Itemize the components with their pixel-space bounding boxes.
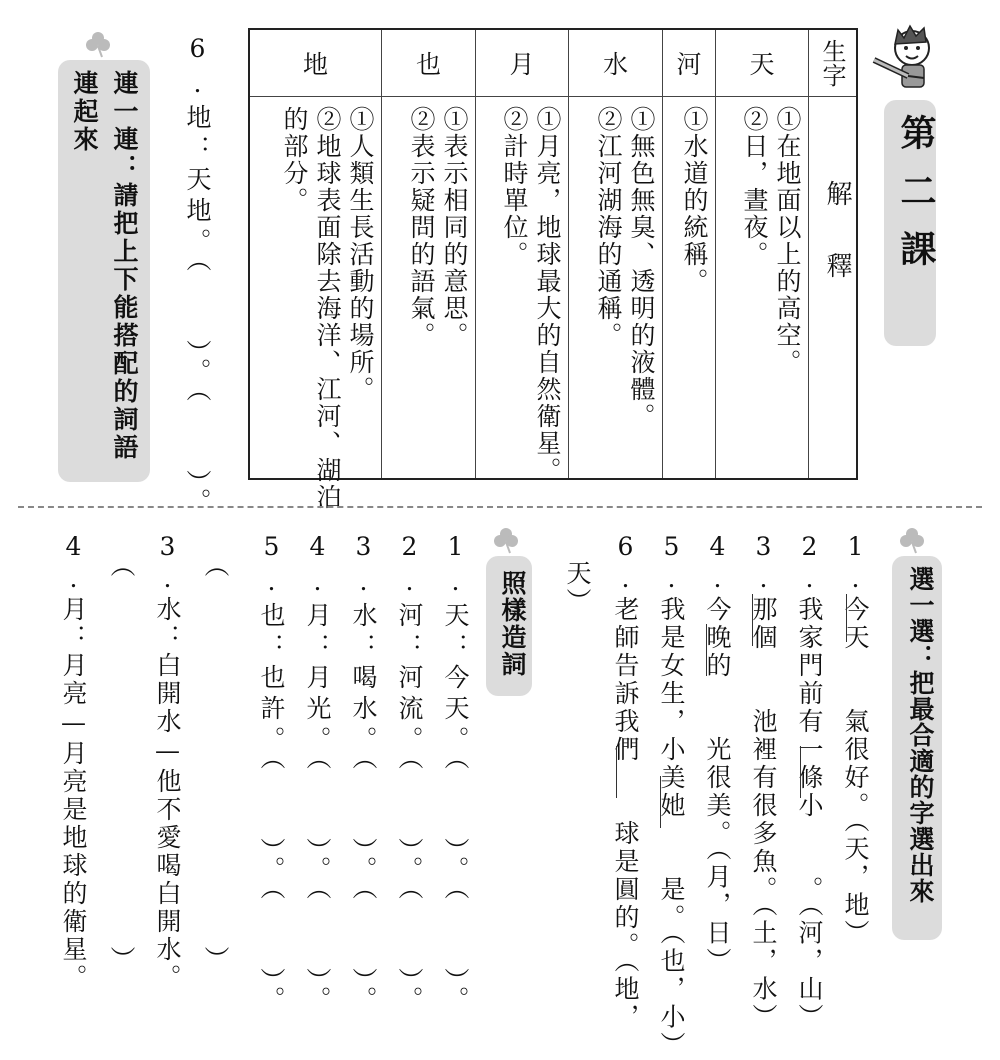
close-paren: ）	[107, 946, 136, 974]
choose-item-1: 1.今天 氣很好。（天，地）	[841, 532, 870, 948]
answer-blank	[706, 624, 707, 676]
vocab-def: ①無色無臭、透明的液體。	[627, 106, 656, 430]
match-item-3: 3.水：白開水—他不愛喝白開水。	[153, 532, 182, 992]
example-item-6: 6.地：天地。（ ）。（ ）。	[183, 34, 212, 519]
example-item-3: 3.水：喝水。（ ）。（ ）。	[349, 532, 378, 1017]
answer-blank	[752, 594, 753, 646]
vocab-def: ②地球表面除去海洋、江河、湖泊	[313, 106, 342, 511]
example-item-4: 4.月：月光。（ ）。（ ）。	[303, 532, 332, 1017]
vocab-char: 河	[663, 30, 715, 97]
open-paren: （	[201, 552, 230, 580]
choose-section-badge	[892, 556, 942, 940]
choose-item-2: 2.我家門前有一條小 。（河，山）	[795, 532, 824, 1032]
vocab-def: ①水道的統稱。	[680, 106, 709, 295]
vocab-column-tian	[715, 30, 808, 478]
vocab-definitions	[250, 106, 381, 511]
vocab-def: ②江河湖海的通稱。	[594, 106, 623, 349]
close-paren: ）	[201, 946, 230, 974]
vocab-definitions	[476, 106, 568, 484]
choose-item-3: 3.那個 池裡有很多魚。（土，水）	[749, 532, 778, 1032]
vocab-def: ①人類生長活動的場所。	[346, 106, 375, 403]
example-item-1: 1.天：今天。（ ）。（ ）。	[441, 532, 470, 1017]
choose-item-6-cont: 天）	[563, 560, 592, 616]
vocab-char: 水	[569, 30, 662, 97]
example-item-5: 5.也：也許。（ ）。（ ）。	[257, 532, 286, 1017]
example-section-badge	[486, 556, 532, 696]
example-section-title: 照樣造詞	[498, 570, 527, 678]
choose-section-title: 選一選：把最合適的字選出來	[906, 566, 935, 904]
vocabulary-table	[248, 28, 858, 511]
vocab-column-yue	[475, 30, 568, 484]
answer-blank	[800, 746, 801, 798]
vocab-column-di	[250, 30, 381, 511]
match-section-badge	[58, 60, 150, 482]
vocab-char: 地	[250, 30, 381, 97]
clover-icon	[84, 30, 112, 58]
vocab-definitions	[569, 106, 662, 472]
vocab-char: 天	[716, 30, 808, 97]
vocab-def: ①月亮，地球最大的自然衛星。	[533, 106, 562, 484]
vocab-char: 也	[382, 30, 475, 97]
vocab-column-ye	[381, 30, 475, 478]
example-item-2: 2.河：河流。（ ）。（ ）。	[395, 532, 424, 1017]
match-item-4: 4.月：月亮—月亮是地球的衛星。	[59, 532, 88, 992]
lesson-title-badge	[884, 100, 936, 346]
clover-icon	[898, 526, 926, 554]
vocab-definitions	[382, 106, 475, 472]
vocab-definitions	[716, 106, 808, 472]
vocab-def: ①表示相同的意思。	[440, 106, 469, 349]
vocab-def: ②計時單位。	[500, 106, 529, 268]
choose-item-6: 6.老師告訴我們 球是圓的。（地，	[611, 532, 640, 1032]
lesson-title: 第二課	[895, 114, 936, 288]
label-column	[808, 30, 856, 478]
answer-blank	[660, 776, 661, 828]
open-paren: （	[107, 552, 136, 580]
vocab-def: ②日，晝夜。	[740, 106, 769, 268]
clover-icon	[492, 526, 520, 554]
vocab-def: ②表示疑問的語氣。	[407, 106, 436, 349]
answer-blank	[846, 594, 847, 642]
match-section-title: 連一連：請把上下能搭配的詞語連起來	[70, 70, 139, 462]
vocab-definitions	[663, 106, 715, 472]
vocab-def: ①在地面以上的高空。	[773, 106, 802, 376]
vocab-char: 月	[476, 30, 568, 97]
section-divider	[18, 506, 982, 508]
vocab-header-label: 生字	[818, 39, 846, 87]
label-column-head	[809, 30, 856, 97]
vocab-def: 的部分。	[280, 106, 309, 214]
vocab-column-shui	[568, 30, 662, 478]
answer-blank	[616, 746, 617, 798]
choose-item-4: 4.今晚的 光很美。（月，日）	[703, 532, 732, 976]
boy-with-pencil-icon	[868, 20, 948, 100]
choose-item-5: 5.我是女生，小美她 是。（也，小）	[657, 532, 686, 1060]
definition-header-label: 解釋	[822, 180, 852, 324]
vocab-column-he	[662, 30, 715, 478]
